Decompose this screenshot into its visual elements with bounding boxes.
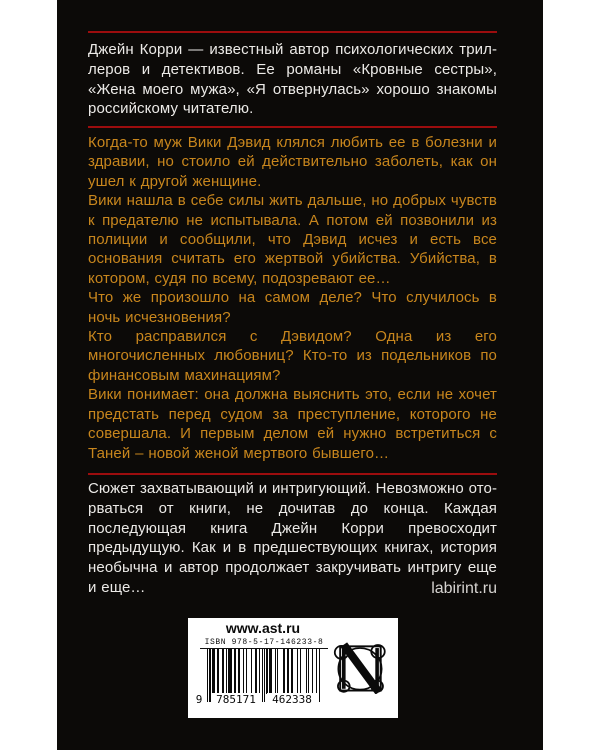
publisher-box	[188, 618, 398, 718]
synopsis	[88, 133, 497, 463]
ast-publisher-logo-icon	[333, 642, 387, 694]
isbn-number: ISBN 978-5-17-146233-8	[200, 638, 328, 649]
back-cover	[57, 0, 543, 750]
divider-bottom	[88, 473, 497, 475]
review-quote: Сюжет захватывающий и интригующий. Невозможно оторваться от книги, не дочитав до конца. Каждая последующая книга Джейн Корри превосходит предыдущую. Как и в предшествующих книгах, история необычна и автор продолжает закручивать интригу еще и еще…	[88, 480, 497, 596]
review-source: labirint.ru	[431, 580, 497, 597]
divider-top	[88, 31, 497, 33]
barcode-digits-left: 785171	[211, 693, 261, 706]
publisher-website: www.ast.ru	[225, 620, 301, 636]
synopsis-paragraph: Когда-то муж Вики Дэвид клялся любить ее в болезни и здравии, но стоило ей действительно заболеть, как он ушел к другой женщине.	[88, 134, 497, 190]
synopsis-paragraph: Вики понимает: она должна выяснить это, если не хочет предстать перед судом за преступление, которого не совершала. И первым делом ей нужно встретиться с Таней – новой женой мертвого бывшего…	[88, 386, 497, 462]
synopsis-paragraph: Вики нашла в себе силы жить дальше, но добрых чувств к предателю не испытывала. А потом ей позвонили из полиции и сообщили, что Дэвид исчез и есть все основания считать его жертвой убийства. Убийства, в котором, судя по всему, подозревают ее…	[88, 192, 497, 287]
divider-middle	[88, 126, 497, 128]
barcode-digits-right: 462338	[267, 693, 317, 706]
barcode-digit-first: 9	[195, 693, 203, 706]
synopsis-paragraph: Кто расправился с Дэвидом? Одна из его многочисленных любовниц? Кто-то из подельников по финансовым махинациям?	[88, 328, 497, 384]
author-blurb: Джейн Корри — известный автор психологических триллеров и детективов. Ее романы «Кровные сестры», «Жена моего мужа», «Я отвернулась» хорошо знакомы российскому читателю.	[88, 41, 497, 118]
synopsis-paragraph: Что же произошло на самом деле? Что случилось в ночь исчезновения?	[88, 289, 497, 326]
